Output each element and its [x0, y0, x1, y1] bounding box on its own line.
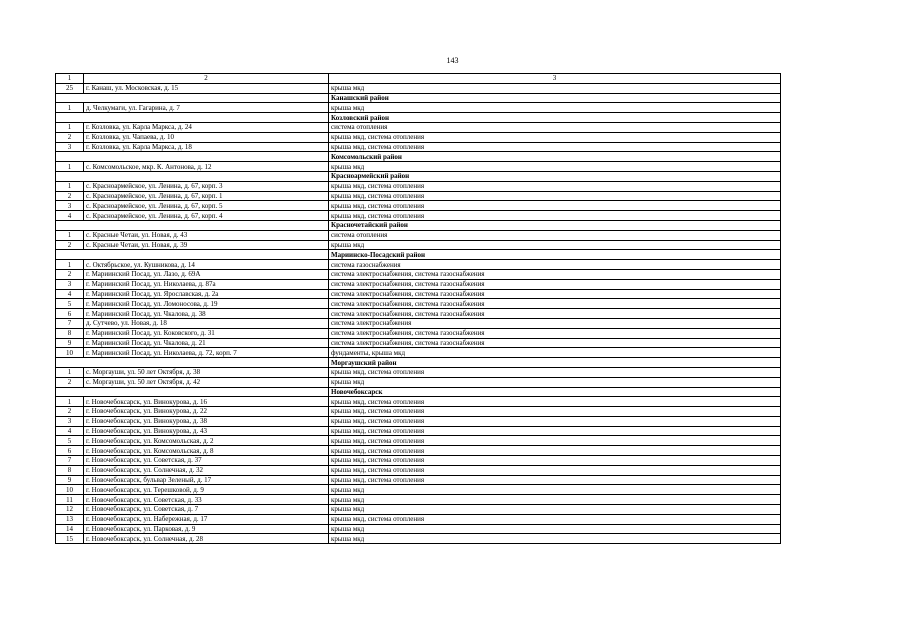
work-type-cell: крыша мкд — [329, 485, 781, 495]
work-type-cell: крыша мкд, система отопления — [329, 436, 781, 446]
address-cell: г. Новочебоксарск, ул. Советская, д. 7 — [84, 505, 329, 515]
work-type-cell: система электроснабжения, система газоснабжения — [329, 309, 781, 319]
address-cell: г. Мариинский Посад, ул. Николаева, д. 87а — [84, 279, 329, 289]
address-cell: г. Новочебоксарск, ул. Комсомольская, д. 2 — [84, 436, 329, 446]
address-cell: г. Козловка, ул. Карла Маркса, д. 24 — [84, 122, 329, 132]
column-number-3: 3 — [329, 74, 781, 84]
address-cell: г. Новочебоксарск, ул. Советская, д. 37 — [84, 456, 329, 466]
column-number-1: 1 — [56, 74, 84, 84]
district-section-row — [56, 171, 781, 181]
address-cell: с. Красные Четаи, ул. Новая, д. 39 — [84, 240, 329, 250]
row-number: 10 — [56, 485, 84, 495]
table-row — [56, 397, 781, 407]
work-type-cell: система электроснабжения, система газоснабжения — [329, 338, 781, 348]
work-type-cell: крыша мкд, система отопления — [329, 132, 781, 142]
row-number: 1 — [56, 397, 84, 407]
work-type-cell: крыша мкд, система отопления — [329, 201, 781, 211]
district-title: Мариинско-Посадский район — [329, 250, 781, 260]
table-row — [56, 475, 781, 485]
work-type-cell: крыша мкд, система отопления — [329, 367, 781, 377]
address-cell: г. Новочебоксарск, ул. Винокурова, д. 38 — [84, 416, 329, 426]
table-row — [56, 348, 781, 358]
table-row — [56, 534, 781, 544]
address-cell: г. Новочебоксарск, ул. Винокурова, д. 22 — [84, 407, 329, 417]
district-title: Комсомольский район — [329, 152, 781, 162]
row-number: 9 — [56, 338, 84, 348]
table-row — [56, 142, 781, 152]
work-type-cell: система электроснабжения, система газоснабжения — [329, 328, 781, 338]
work-type-cell: крыша мкд — [329, 495, 781, 505]
table-row — [56, 416, 781, 426]
work-type-cell: крыша мкд — [329, 103, 781, 113]
address-cell: г. Новочебоксарск, ул. Набережная, д. 17 — [84, 514, 329, 524]
address-cell: г. Мариинский Посад, ул. Чкалова, д. 21 — [84, 338, 329, 348]
table-row — [56, 162, 781, 172]
row-number: 2 — [56, 240, 84, 250]
table-row — [56, 279, 781, 289]
address-cell: г. Новочебоксарск, ул. Парковая, д. 9 — [84, 524, 329, 534]
row-number: 1 — [56, 122, 84, 132]
work-type-cell: крыша мкд, система отопления — [329, 426, 781, 436]
district-title: Моргаушский район — [329, 358, 781, 368]
row-number: 2 — [56, 191, 84, 201]
work-type-cell: фундаменты, крыша мкд — [329, 348, 781, 358]
row-number: 14 — [56, 524, 84, 534]
address-cell: г. Мариинский Посад, ул. Николаева, д. 72, корп. 7 — [84, 348, 329, 358]
page-number: 143 — [446, 56, 459, 65]
column-number-row — [56, 74, 781, 84]
register-table — [55, 73, 781, 544]
table-row — [56, 524, 781, 534]
district-title: Новочебоксарск — [329, 387, 781, 397]
work-type-cell: крыша мкд, система отопления — [329, 456, 781, 466]
district-section-row — [56, 113, 781, 123]
address-cell: с. Красноармейское, ул. Ленина, д. 67, корп. 3 — [84, 181, 329, 191]
row-number: 15 — [56, 534, 84, 544]
table-row — [56, 514, 781, 524]
section-empty-cell — [56, 220, 329, 230]
district-section-row — [56, 152, 781, 162]
table-row — [56, 191, 781, 201]
work-type-cell: крыша мкд — [329, 162, 781, 172]
table-row — [56, 328, 781, 338]
address-cell: д. Сутчево, ул. Новая, д. 18 — [84, 318, 329, 328]
table-row — [56, 230, 781, 240]
row-number: 1 — [56, 230, 84, 240]
address-cell: г. Новочебоксарск, ул. Солнечная, д. 32 — [84, 465, 329, 475]
row-number: 3 — [56, 201, 84, 211]
row-number: 2 — [56, 132, 84, 142]
table-row — [56, 289, 781, 299]
row-number: 10 — [56, 348, 84, 358]
address-cell: г. Новочебоксарск, ул. Терешковой, д. 9 — [84, 485, 329, 495]
table-row — [56, 377, 781, 387]
address-cell: г. Новочебоксарск, ул. Советская, д. 33 — [84, 495, 329, 505]
work-type-cell: крыша мкд — [329, 534, 781, 544]
row-number: 12 — [56, 505, 84, 515]
district-section-row — [56, 387, 781, 397]
work-type-cell: крыша мкд — [329, 524, 781, 534]
work-type-cell: крыша мкд, система отопления — [329, 514, 781, 524]
row-number: 5 — [56, 436, 84, 446]
address-cell: г. Новочебоксарск, ул. Комсомольская, д. 8 — [84, 446, 329, 456]
district-title: Красноармейский район — [329, 171, 781, 181]
table-row — [56, 367, 781, 377]
address-cell: д. Челкумаги, ул. Гагарина, д. 7 — [84, 103, 329, 113]
row-number: 8 — [56, 328, 84, 338]
address-cell: г. Мариинский Посад, ул. Лазо, д. 69А — [84, 269, 329, 279]
work-type-cell: крыша мкд — [329, 240, 781, 250]
table-row — [56, 505, 781, 515]
table-row — [56, 407, 781, 417]
row-number: 2 — [56, 269, 84, 279]
address-cell: с. Красноармейское, ул. Ленина, д. 67, корп. 1 — [84, 191, 329, 201]
address-cell: г. Новочебоксарск, бульвар Зеленый, д. 17 — [84, 475, 329, 485]
table-row — [56, 485, 781, 495]
row-number: 8 — [56, 465, 84, 475]
address-cell: с. Красноармейское, ул. Ленина, д. 67, корп. 5 — [84, 201, 329, 211]
row-number: 4 — [56, 289, 84, 299]
address-cell: г. Козловка, ул. Чапаева, д. 10 — [84, 132, 329, 142]
address-cell: г. Козловка, ул. Карла Маркса, д. 18 — [84, 142, 329, 152]
address-cell: с. Комсомольское, мкр. К. Антонова, д. 12 — [84, 162, 329, 172]
row-number: 6 — [56, 446, 84, 456]
row-number: 11 — [56, 495, 84, 505]
table-row — [56, 132, 781, 142]
work-type-cell: система электроснабжения, система газоснабжения — [329, 299, 781, 309]
address-cell: с. Красные Четаи, ул. Новая, д. 43 — [84, 230, 329, 240]
section-empty-cell — [56, 387, 329, 397]
work-type-cell: система электроснабжения, система газоснабжения — [329, 269, 781, 279]
work-type-cell: крыша мкд, система отопления — [329, 181, 781, 191]
table-row — [56, 201, 781, 211]
work-type-cell: система отопления — [329, 230, 781, 240]
district-section-row — [56, 93, 781, 103]
table-row — [56, 318, 781, 328]
address-cell: г. Новочебоксарск, ул. Солнечная, д. 28 — [84, 534, 329, 544]
row-number: 3 — [56, 279, 84, 289]
table-row — [56, 426, 781, 436]
address-cell: г. Новочебоксарск, ул. Винокурова, д. 43 — [84, 426, 329, 436]
row-number: 7 — [56, 456, 84, 466]
address-cell: г. Новочебоксарск, ул. Винокурова, д. 16 — [84, 397, 329, 407]
address-cell: г. Мариинский Посад, ул. Ярославская, д. 2а — [84, 289, 329, 299]
row-number: 3 — [56, 416, 84, 426]
work-type-cell: крыша мкд, система отопления — [329, 211, 781, 221]
table-row — [56, 465, 781, 475]
row-number: 4 — [56, 211, 84, 221]
table-row — [56, 495, 781, 505]
work-type-cell: крыша мкд, система отопления — [329, 142, 781, 152]
row-number: 6 — [56, 309, 84, 319]
address-cell: г. Мариинский Посад, ул. Ломоносова, д. 19 — [84, 299, 329, 309]
work-type-cell: крыша мкд, система отопления — [329, 475, 781, 485]
district-title: Красночетайский район — [329, 220, 781, 230]
address-cell: г. Мариинский Посад, ул. Коковского, д. 31 — [84, 328, 329, 338]
work-type-cell: крыша мкд, система отопления — [329, 465, 781, 475]
row-number: 1 — [56, 162, 84, 172]
table-row — [56, 338, 781, 348]
row-number: 4 — [56, 426, 84, 436]
address-cell: с. Моргауши, ул. 50 лет Октября, д. 38 — [84, 367, 329, 377]
row-number: 13 — [56, 514, 84, 524]
address-cell: с. Моргауши, ул. 50 лет Октября, д. 42 — [84, 377, 329, 387]
work-type-cell: система электроснабжения, система газоснабжения — [329, 289, 781, 299]
work-type-cell: крыша мкд, система отопления — [329, 191, 781, 201]
address-cell: с. Октябрьское, ул. Кушникова, д. 14 — [84, 260, 329, 270]
row-number: 2 — [56, 407, 84, 417]
table-row — [56, 83, 781, 93]
row-number: 25 — [56, 83, 84, 93]
work-type-cell: система отопления — [329, 122, 781, 132]
row-number: 1 — [56, 260, 84, 270]
table-row — [56, 103, 781, 113]
table-row — [56, 260, 781, 270]
work-type-cell: система газоснабжения — [329, 260, 781, 270]
table-row — [56, 181, 781, 191]
work-type-cell: крыша мкд, система отопления — [329, 397, 781, 407]
section-empty-cell — [56, 113, 329, 123]
work-type-cell: крыша мкд — [329, 505, 781, 515]
row-number: 1 — [56, 367, 84, 377]
table-row — [56, 240, 781, 250]
row-number: 1 — [56, 103, 84, 113]
row-number: 2 — [56, 377, 84, 387]
row-number: 5 — [56, 299, 84, 309]
work-type-cell: крыша мкд, система отопления — [329, 446, 781, 456]
table-row — [56, 446, 781, 456]
address-cell: г. Мариинский Посад, ул. Чкалова, д. 38 — [84, 309, 329, 319]
work-type-cell: система электроснабжения, система газоснабжения — [329, 279, 781, 289]
district-section-row — [56, 250, 781, 260]
register-table-body — [56, 74, 781, 544]
section-empty-cell — [56, 93, 329, 103]
work-type-cell: крыша мкд, система отопления — [329, 416, 781, 426]
table-row — [56, 211, 781, 221]
district-title: Канашский район — [329, 93, 781, 103]
section-empty-cell — [56, 250, 329, 260]
district-section-row — [56, 358, 781, 368]
work-type-cell: крыша мкд — [329, 377, 781, 387]
district-section-row — [56, 220, 781, 230]
table-row — [56, 436, 781, 446]
table-row — [56, 309, 781, 319]
row-number: 3 — [56, 142, 84, 152]
table-row — [56, 299, 781, 309]
table-row — [56, 456, 781, 466]
section-empty-cell — [56, 358, 329, 368]
work-type-cell: система электроснабжения — [329, 318, 781, 328]
section-empty-cell — [56, 152, 329, 162]
row-number: 9 — [56, 475, 84, 485]
table-row — [56, 269, 781, 279]
column-number-2: 2 — [84, 74, 329, 84]
table-row — [56, 122, 781, 132]
work-type-cell: крыша мкд — [329, 83, 781, 93]
section-empty-cell — [56, 171, 329, 181]
work-type-cell: крыша мкд, система отопления — [329, 407, 781, 417]
address-cell: г. Канаш, ул. Московская, д. 15 — [84, 83, 329, 93]
address-cell: с. Красноармейское, ул. Ленина, д. 67, корп. 4 — [84, 211, 329, 221]
row-number: 7 — [56, 318, 84, 328]
district-title: Козловский район — [329, 113, 781, 123]
row-number: 1 — [56, 181, 84, 191]
